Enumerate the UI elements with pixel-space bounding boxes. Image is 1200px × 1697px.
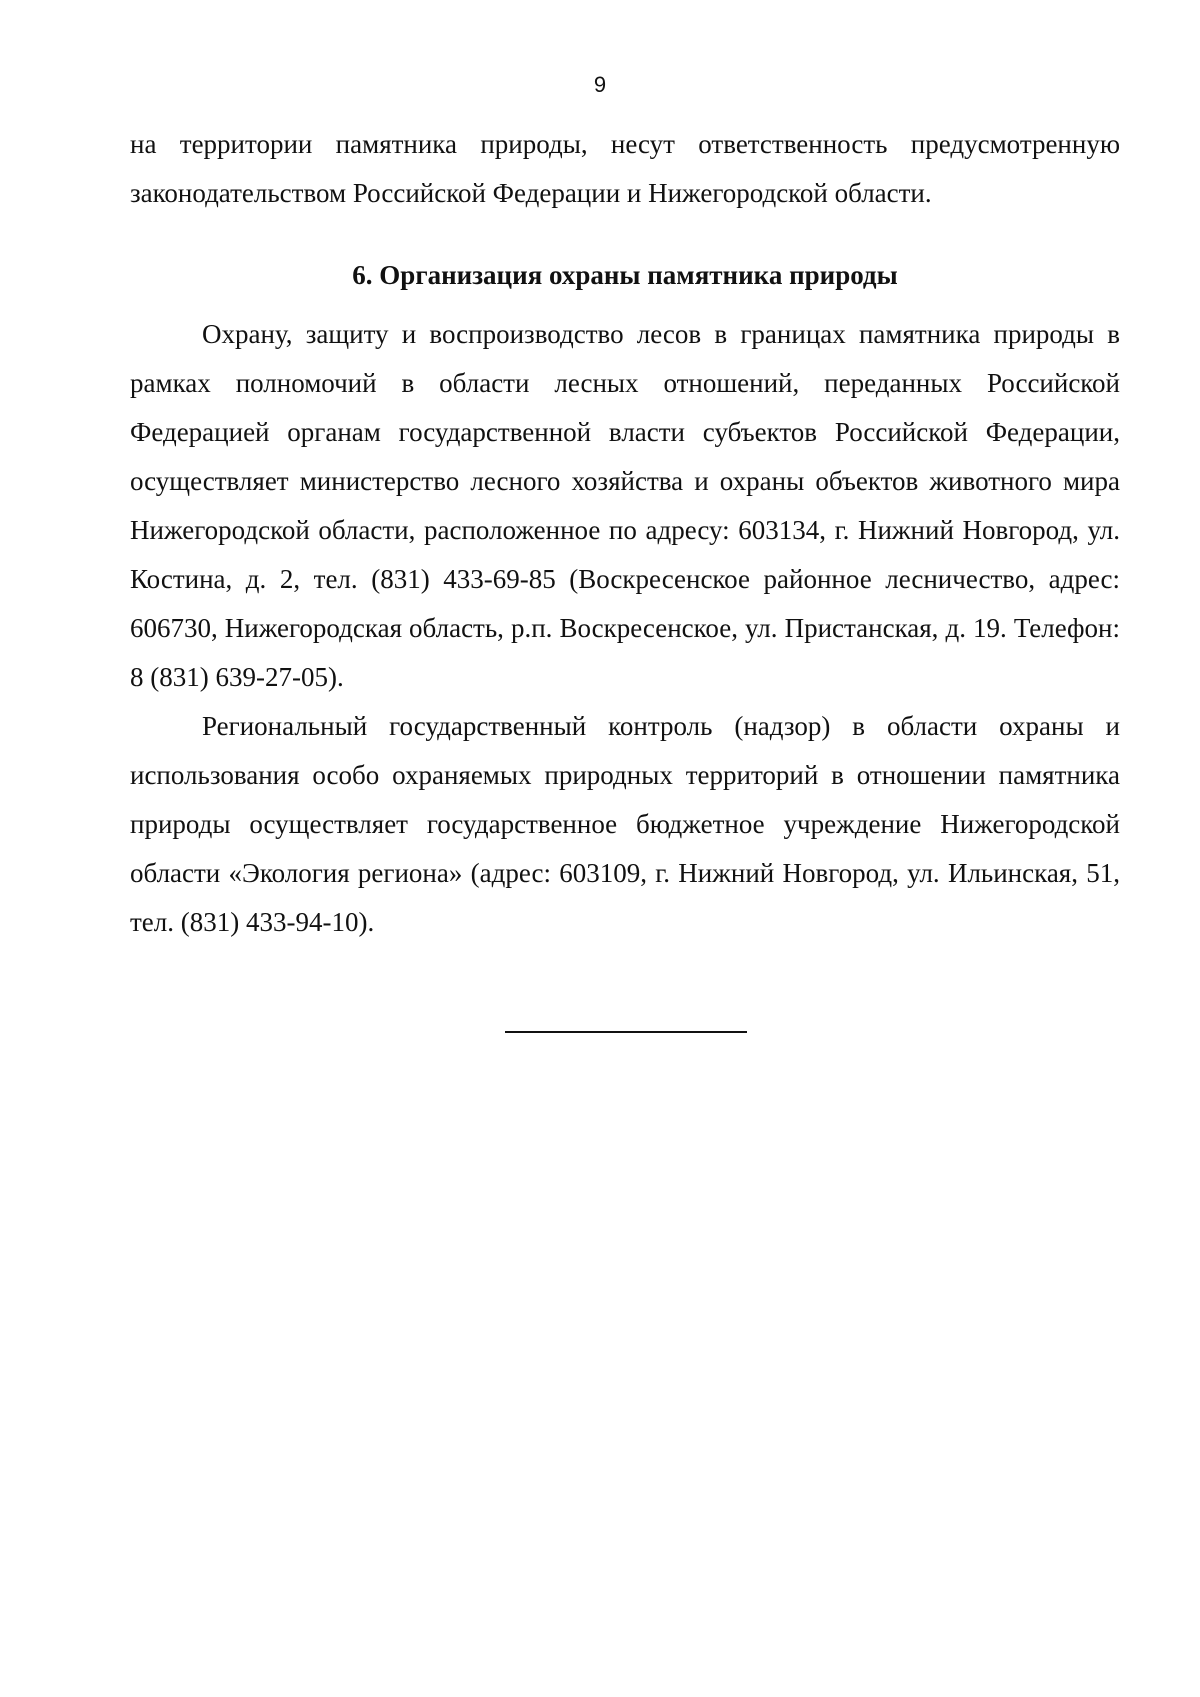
forest-protection-paragraph: Охрану, защиту и воспроизводство лесов в границах памятника природы в рамках полномочий в области лесных отношений, переданных Российской Федерацией органам государственной власти субъектов Российской Федерации, осуществляет министерство лесного хозяйства и охраны объектов животного мира Нижегородской области, расположенное по адресу: 603134, г. Нижний Новгород, ул. Костина, д. 2, тел. (831) 433-69-85 (Воскресенское районное лесничество, адрес: 606730, Нижегородская область, р.п. Воскресенское, ул. Пристанская, д. 19. Телефон: 8 (831) 639-27-05). <box>130 319 1120 692</box>
section-heading: 6. Организация охраны памятника природы <box>352 260 898 290</box>
end-of-document-rule <box>505 1031 747 1033</box>
page-content <box>130 120 1120 947</box>
regional-control-paragraph: Региональный государственный контроль (надзор) в области охраны и использования особо охраняемых природных территорий в отношении памятника природы осуществляет государственное бюджетное учреждение Нижегородской области «Экология региона» (адрес: 603109, г. Нижний Новгород, ул. Ильинская, 51, тел. (831) 433-94-10). <box>130 711 1120 937</box>
continuation-paragraph: на территории памятника природы, несут ответственность предусмотренную законодательством Российской Федерации и Нижегородской области. <box>130 129 1120 208</box>
page-number: 9 <box>593 72 607 97</box>
